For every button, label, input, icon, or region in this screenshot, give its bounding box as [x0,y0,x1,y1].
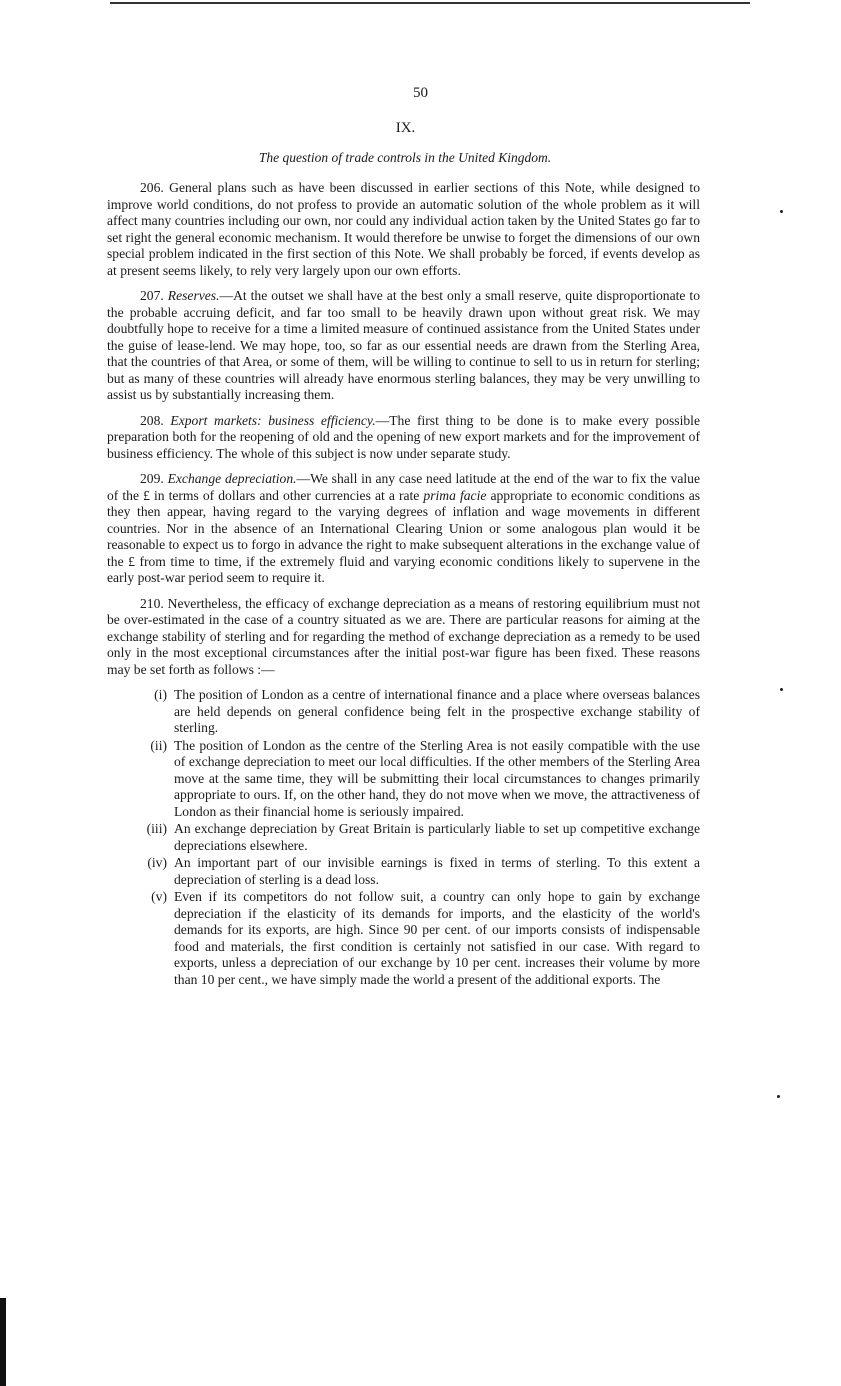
list-item-text: Even if its competitors do not follow suit, a country can only hope to gain by exchange depreciation if the elasticity of its demands for imports, and the elasticity of the world's demands for its exports, are high. Since 90 per cent. of our imports consists of indispensable food and materials, the first condition is certainly not satisfied in our case. With regard to exports, unless a depreciation of our exchange by 10 per cent. increases their volume by more than 10 per cent., we have simply made the world a present of the additional exports. The [174,889,700,987]
paragraph-210 [107,596,700,679]
paragraph-207 [107,288,700,404]
paragraph-text: —At the outset we shall have at the best only a small reserve, quite disproportionate to the probable accruing deficit, and far too small to be heavily drawn upon without great risk. We may doubtfully hope to receive for a time a limited measure of continued assistance from the United States under the guise of lease-lend. We may hope, too, so far as our essential needs are drawn from the Sterling Area, that the countries of that Area, or some of them, will be willing to continue to sell to us in return for sterling; but as many of these countries will already have enormous sterling balances, they may be very unwilling to assist us by substantially increasing them. [107,288,700,402]
list-item-text: An exchange depreciation by Great Britain is particularly liable to set up competitive exchange depreciations elsewhere. [174,821,700,853]
paragraph-heading: Exchange depreciation. [167,471,297,486]
paragraph-text: —The first thing to be done is to make every possible preparation both for the reopening of old and the opening of new export markets and for the improvement of business efficiency. The whole of this subject is now under separate study. [107,412,700,461]
paragraph-206 [107,180,700,279]
top-rule [110,2,750,4]
list-item [107,821,700,854]
list-item [107,687,700,737]
margin-dot [777,1095,780,1098]
list-numeral: (v) [151,889,167,904]
reasons-list [107,687,700,988]
list-numeral: (iii) [146,821,167,836]
paragraph-number: 207. [140,288,164,303]
paragraph-number: 209. [140,471,164,486]
margin-dot [780,688,783,691]
list-item [107,855,700,888]
section-title: The question of trade controls in the United Kingdom. [258,150,552,165]
paragraph-text-continued: appropriate to economic conditions as they then appear, having regard to the varying degrees of inflation and wage movements in different countries. Nor in the absence of an International Clearing Union or some analogous plan would it be reasonable to expect us to forgo in advance the right to make subsequent alterations in the exchange value of the £ from time to time, if the extremely fluid and varying economic conditions likely to supervene in the early post-war period seem to require it. [107,487,701,585]
paragraph-number: 210. [140,595,164,611]
list-item [107,738,700,821]
paragraph-text: General plans such as have been discussed in earlier sections of this Note, while designed to improve world conditions, do not profess to provide an automatic solution of the whole problem as it will affect many countries including our own, nor could any individual action taken by the United States go far to set right the general economic mechanism. It would therefore be unwise to forget the dimensions of our own special problem indicated in the first section of this Note. We shall probably be forced, if events develop as at present seems likely, to rely very largely upon our own efforts. [107,180,700,278]
section-numeral: IX. [395,120,416,136]
list-item-text: An important part of our invisible earnings is fixed in terms of sterling. To this extent a depreciation of sterling is a dead loss. [174,855,700,887]
paragraph-heading: Reserves. [167,288,220,303]
paragraph-number: 208. [140,412,164,428]
document-body [107,180,700,989]
paragraph-text: —We shall in any case need latitude at the end of the war to fix the value of the £ in terms of dollars and other currencies at a rate [107,471,701,503]
list-numeral: (iv) [147,855,167,870]
list-item-text: The position of London as the centre of the Sterling Area is not easily compatible with the use of exchange depreciation to meet our local difficulties. If the other members of the Sterling Area move at the same time, they will be submitting their local circumstances to changes primarily appropriate to ours. If, on the other hand, they do not move when we move, the attractiveness of London as their financial home is seriously impaired. [174,737,700,819]
binding-edge [0,1298,6,1386]
list-numeral: (i) [154,687,167,702]
list-numeral: (ii) [150,737,167,753]
paragraph-number: 206. [140,180,164,195]
latin-phrase: prima facie [423,487,487,503]
list-item [107,889,700,988]
paragraph-text: Nevertheless, the efficacy of exchange depreciation as a means of restoring equilibrium must not be over-estimated in the case of a country situated as we are. There are particular reasons for aiming at the exchange stability of sterling and for regarding the method of exchange depreciation as a remedy to be used only in the most exceptional circumstances after the initial post-war figure has been fixed. These reasons may be set forth as follows :— [107,595,700,677]
paragraph-208 [107,413,700,463]
list-item-text: The position of London as a centre of international finance and a place where overseas balances are held depends on general confidence being felt in the prospective exchange stability of sterling. [174,687,700,735]
margin-dot [780,210,783,213]
paragraph-heading: Export markets: business efficiency. [170,412,376,428]
paragraph-209 [107,471,700,587]
page-number: 50 [413,85,428,101]
